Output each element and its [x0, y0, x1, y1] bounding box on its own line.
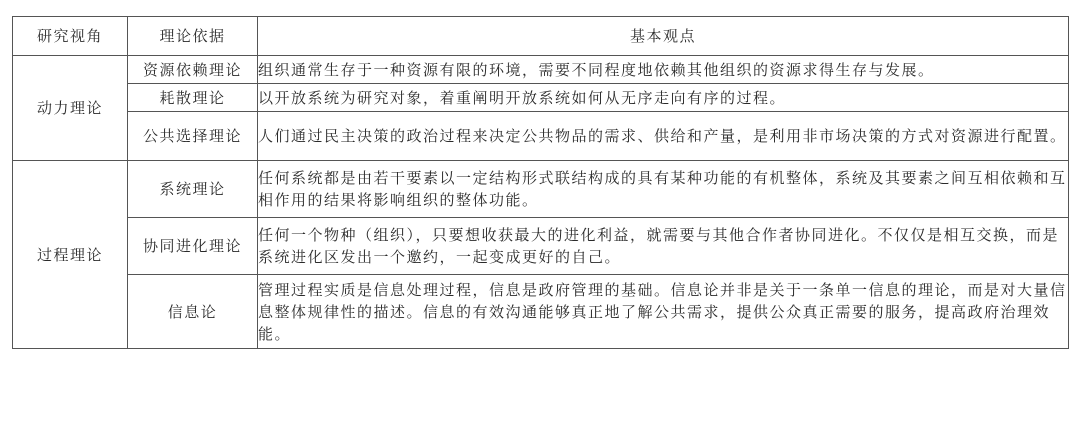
table-row: [13, 275, 1069, 349]
header-perspective: 研究视角: [13, 17, 128, 56]
table-row: [13, 218, 1069, 275]
table-row: [13, 112, 1069, 161]
basis-cell: 协同进化理论: [128, 218, 258, 275]
basis-cell: 信息论: [128, 275, 258, 349]
header-basis: 理论依据: [128, 17, 258, 56]
table-row: [13, 161, 1069, 218]
viewpoint-cell: 组织通常生存于一种资源有限的环境，需要不同程度地依赖其他组织的资源求得生存与发展。: [258, 56, 1069, 84]
basis-cell: 资源依赖理论: [128, 56, 258, 84]
basis-cell: 耗散理论: [128, 84, 258, 112]
perspective-cell-dynamic: 动力理论: [13, 56, 128, 161]
viewpoint-cell: 以开放系统为研究对象，着重阐明开放系统如何从无序走向有序的过程。: [258, 84, 1069, 112]
viewpoint-cell: 任何一个物种（组织），只要想收获最大的进化利益，就需要与其他合作者协同进化。不仅仅是相互交换，而是系统进化区发出一个邀约，一起变成更好的自己。: [258, 218, 1069, 275]
theory-table: [12, 16, 1069, 349]
basis-cell: 公共选择理论: [128, 112, 258, 161]
viewpoint-cell: 人们通过民主决策的政治过程来决定公共物品的需求、供给和产量，是利用非市场决策的方式对资源进行配置。: [258, 112, 1069, 161]
table-row: [13, 84, 1069, 112]
basis-cell: 系统理论: [128, 161, 258, 218]
viewpoint-cell: 任何系统都是由若干要素以一定结构形式联结构成的具有某种功能的有机整体，系统及其要素之间互相依赖和互相作用的结果将影响组织的整体功能。: [258, 161, 1069, 218]
perspective-cell-process: 过程理论: [13, 161, 128, 349]
header-viewpoint: 基本观点: [258, 17, 1069, 56]
header-row: [13, 17, 1069, 56]
viewpoint-cell: 管理过程实质是信息处理过程，信息是政府管理的基础。信息论并非是关于一条单一信息的理论，而是对大量信息整体规律性的描述。信息的有效沟通能够真正地了解公共需求，提供公众真正需要的服务，提高政府治理效能。: [258, 275, 1069, 349]
table-row: [13, 56, 1069, 84]
